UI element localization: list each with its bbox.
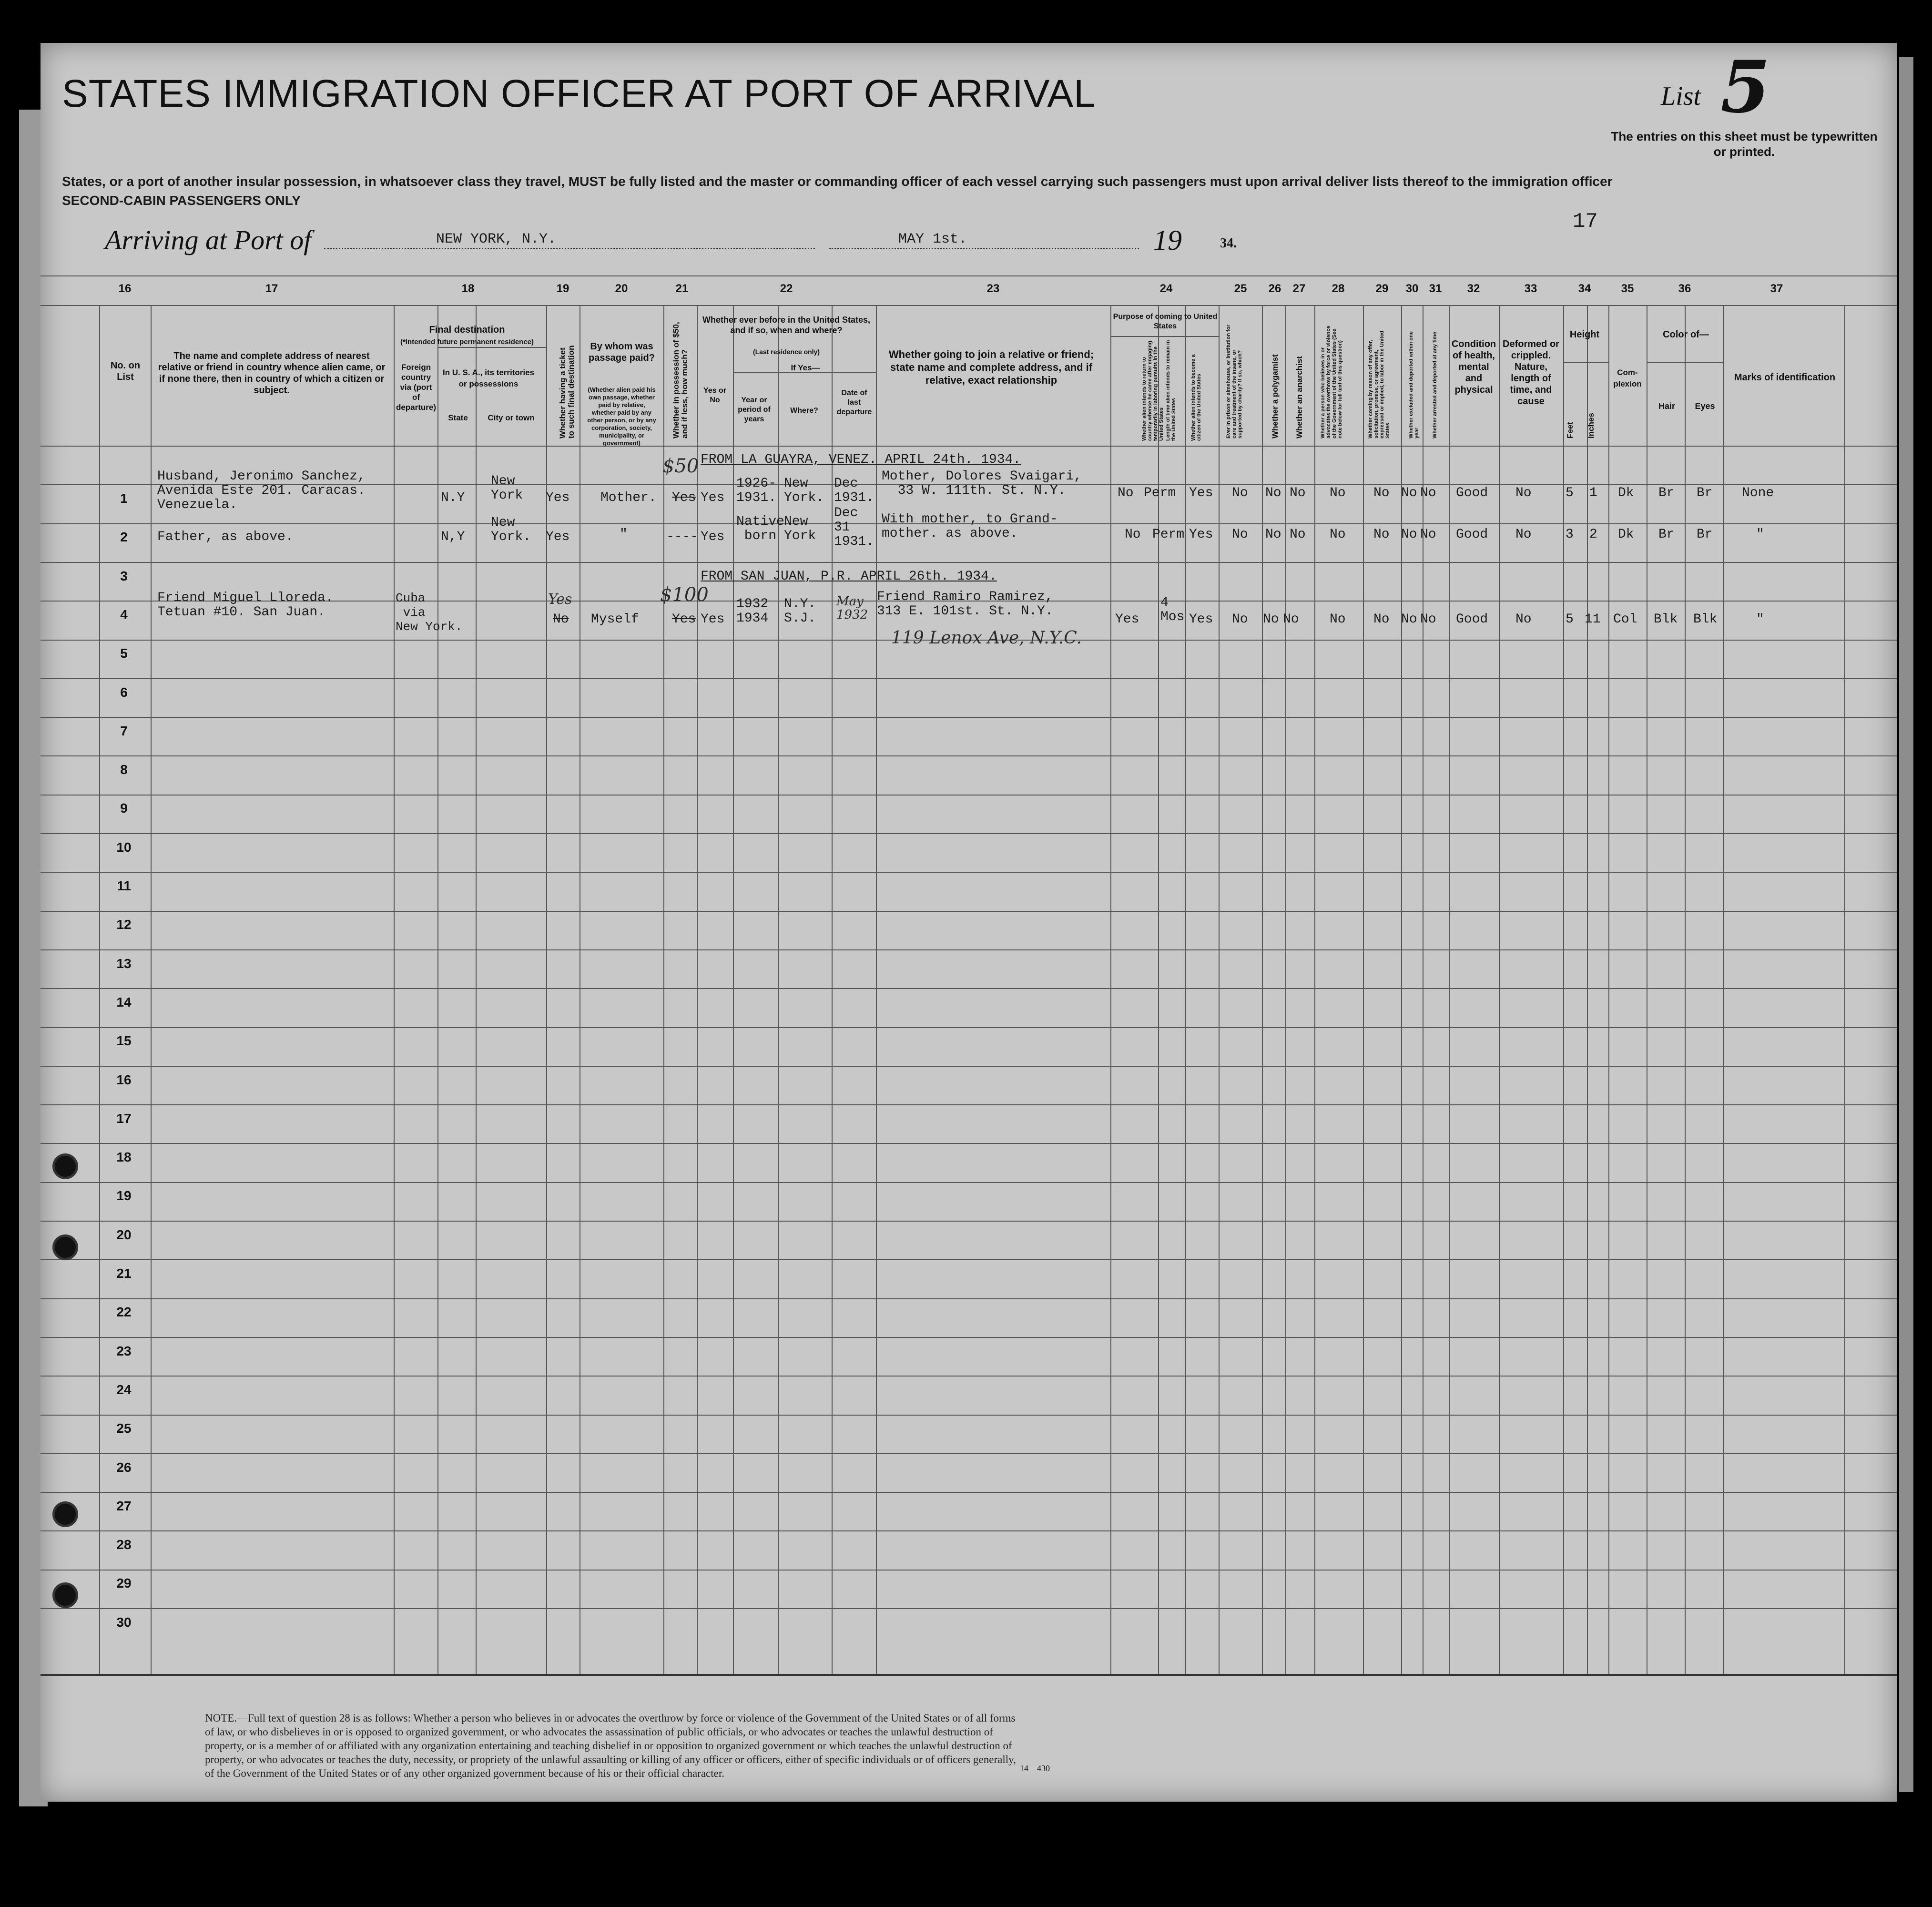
r4-ever: Yes [701,612,725,627]
r2-deformed: No [1515,527,1532,542]
row-number: 16 [116,1072,132,1087]
r2-complexion: Dk [1618,527,1634,542]
grid-vline [1844,305,1845,1674]
heading-date-departure: Date of last departure [836,389,872,416]
r2-inches: 2 [1589,527,1597,542]
grid-hline [41,678,1897,679]
r1-c27: No [1290,486,1306,500]
r1-fifty: Yes [672,490,696,505]
form-number: 14—430 [1020,1764,1050,1773]
r2-departure: Dec 31 1931. [834,506,874,549]
heading-p3: Whether alien intends to become a citizen of the United States [1190,354,1202,441]
grid-hline [41,1337,1897,1338]
r4-inches: 11 [1585,612,1601,627]
row-number: 1 [120,491,128,506]
grid-hline [41,1221,1897,1222]
row-number: 29 [116,1576,132,1591]
r3-voyage-2: FROM SAN JUAN, P.R. APRIL 26th. 1934. [701,569,997,584]
colnum-29: 29 [1375,282,1389,295]
grid-hline [41,1104,1897,1105]
r1-deformed: No [1515,486,1532,500]
hand-r4-ticket: Yes [548,591,572,608]
port-underline [324,248,815,249]
r4-c27: No [1283,612,1299,627]
grid-vline [832,305,833,1674]
row-number: 11 [117,878,131,893]
heading-passage: By whom was passage paid? [589,341,655,363]
grid-hline [41,755,1897,756]
r4-foreign: Cuba via New York. [396,591,463,634]
grid-vline [1158,305,1159,1674]
grid-vline [876,305,877,1674]
r1-p1: No [1118,486,1134,500]
r2-p1: No [1125,527,1141,542]
r2-p3: Yes [1189,527,1213,542]
underlying-page-edge-right [1899,57,1913,1792]
colnum-36: 36 [1678,282,1691,295]
row-number: 17 [116,1111,132,1126]
r2-c31: No [1420,527,1436,542]
list-label: List [1661,82,1701,111]
heading-final-destination: Final destination [429,325,505,335]
grid-vline [394,305,395,1674]
grid-hline [41,1453,1897,1454]
row-number: 12 [116,917,132,932]
grid-vline [437,305,438,1674]
row-number: 6 [120,684,128,700]
r2-fifty: ---- [666,530,699,544]
colnum-27: 27 [1292,282,1306,295]
grid-vline [1587,305,1588,1674]
arrival-port: NEW YORK, N.Y. [436,231,557,247]
grid-vline [697,305,698,1674]
colnum-19: 19 [556,282,569,295]
r1-c29: No [1373,486,1390,500]
r2-c28: No [1330,527,1346,542]
r1-marks: None [1742,486,1774,500]
r1-feet: 5 [1566,486,1574,500]
r1-where: New York. [784,476,824,505]
grid-hline [41,1608,1897,1609]
grid-hline [41,1415,1897,1416]
row-number: 9 [120,801,128,816]
grid-hline [41,1066,1897,1067]
r4-p3: Yes [1189,612,1213,627]
r1-p2: Perm [1144,486,1176,500]
colnum-18: 18 [461,282,475,295]
r4-c28: No [1330,612,1346,627]
heading-c30: Whether excluded and deported within one year [1408,331,1420,439]
subheader-rule [1110,336,1219,337]
heading-passage-note: (Whether alien paid his own passage, whether paid by relative, whether paid by any other person, or by any corporation, society, municipality, or government) [587,386,656,447]
heading-ticket: Whether having a ticket to such final destination [558,345,576,439]
r4-c26: No [1263,612,1279,627]
grid-hline [41,988,1897,989]
r2-hair: Br [1658,527,1675,542]
heading-hair: Hair [1658,401,1675,411]
heading-year-period: Year or period of years [738,396,771,423]
row-number: 14 [116,994,132,1010]
r1-condition: Good [1456,486,1488,500]
row-number: 21 [116,1266,132,1281]
year-prefix: 19 [1153,224,1182,256]
r4-p2: 4 Mos [1160,595,1185,624]
grid-hline [41,1492,1897,1493]
punch-hole [52,1501,78,1527]
r2-where: New York [784,514,816,543]
grid-hline [41,562,1897,563]
r4-condition: Good [1456,612,1488,627]
grid-hline [41,949,1897,950]
grid-hline [41,833,1897,834]
grid-hline [41,1298,1897,1299]
grid-vline [476,305,477,1674]
row-number: 27 [116,1498,132,1513]
row-number: 20 [116,1227,132,1242]
grid-hline [41,717,1897,718]
r2-marks: " [1756,527,1764,542]
heading-deformed: Deformed or crippled. Nature, length of time, and cause [1503,339,1559,407]
grid-vline [1314,305,1315,1674]
heading-c31: Whether arrested and deported at any time [1432,332,1438,439]
colnum-31: 31 [1429,282,1442,295]
colnum-28: 28 [1332,282,1345,295]
colnum-30: 30 [1405,282,1419,295]
grid-vline [1723,305,1724,1674]
r2-p2: Perm [1152,527,1185,542]
hand-r4-address: 119 Lenox Ave, N.Y.C. [891,628,1082,648]
grid-hline [41,305,1897,306]
r4-p1: Yes [1115,612,1139,627]
row-number: 3 [120,568,128,583]
row-number: 5 [120,646,128,661]
r2-relative: Father, as above. [157,530,294,544]
r4-eyes: Blk [1693,612,1718,627]
colnum-23: 23 [986,282,1000,295]
r2-c27: No [1290,527,1306,542]
colnum-20: 20 [615,282,628,295]
grid-vline [733,305,734,1674]
r2-c30: No [1401,527,1417,542]
r1-c26: No [1265,486,1281,500]
punch-hole [52,1234,78,1260]
grid-vline [1499,305,1500,1674]
grid-hline [41,1259,1897,1260]
hand-r4-money: $100 [660,584,709,606]
r1-c30: No [1401,486,1417,500]
r2-ever: Yes [701,530,725,544]
row-number: 15 [116,1033,132,1049]
heading-condition: Condition of health, mental and physical [1451,339,1496,395]
grid-hline [41,872,1897,873]
heading-state: State [448,413,468,422]
row-number: 13 [116,956,132,971]
colnum-17: 17 [265,282,278,295]
grid-vline [1423,305,1424,1674]
r4-where: N.Y. S.J. [784,597,816,626]
entries-note: The entries on this sheet must be typewritten or printed. [1611,129,1878,159]
r1-hair: Br [1658,486,1675,500]
grid-hline [41,1376,1897,1377]
heading-in-usa: In U. S. A., its territories or possessions [442,368,535,388]
grid-vline [151,305,152,1674]
r1-relative: Husband, Jeronimo Sanchez, Avenida Este 201. Caracas. Venezuela. [157,469,366,512]
heading-last-residence: (Last residence only) [752,348,820,356]
r2-years: Native born [736,514,784,543]
sheet-mark: 17 [1573,210,1598,234]
heading-c27: Whether an anarchist [1295,356,1304,439]
row-number: 26 [116,1459,132,1475]
arrival-date: MAY 1st. [898,231,967,247]
grid-hline [41,275,1897,276]
grid-hline [41,1530,1897,1531]
grid-vline [1110,305,1111,1674]
heading-height: Height [1569,329,1600,340]
r1-c25: No [1232,486,1248,500]
heading-c25: Ever in prison or almshouse, or institution for care and treatment of the insane, or supported by charity? If so, which? [1226,325,1243,439]
r2-condition: Good [1456,527,1488,542]
manifest-sheet [41,43,1897,1802]
r1-inches: 1 [1589,486,1597,500]
r2-city: New York. [491,515,531,544]
r1-ticket: Yes [546,490,570,505]
r3-voyage-1: FROM LA GUAYRA, VENEZ. APRIL 24th. 1934. [701,452,1021,467]
row-number: 2 [120,530,128,545]
grid-hline [41,1143,1897,1144]
r1-years: 1926- 1931. [736,476,777,505]
r1-city: New York [491,474,523,503]
heading-color-of: Color of— [1663,329,1709,340]
r2-c26: No [1265,527,1281,542]
r2-paid: " [620,527,628,542]
grid-vline [1401,305,1402,1674]
heading-c28: Whether a person who believes in or advocates the overthrow by force or violence of the Government of the United States (See note below for full text of this question) [1320,326,1343,439]
heading-c26: Whether a polygamist [1271,354,1280,439]
r1-joining: Mother, Dolores Svaigari, 33 W. 111th. St. N.Y. [882,469,1082,498]
heading-yes-no: Yes or No [703,387,727,404]
r4-feet: 5 [1566,612,1574,627]
r4-c25: No [1232,612,1248,627]
r4-c29: No [1373,612,1390,627]
r4-joining: Friend Ramiro Ramirez, 313 E. 101st. St. N.Y. [877,590,1053,619]
r2-joining: With mother, to Grand- mother. as above. [882,512,1058,541]
r4-fifty: Yes [672,612,696,627]
heading-c29: Whether coming by reason of any offer, solicitation, promise, or agreement, expressed or implied, to labor in the United States [1368,330,1391,439]
r1-c28: No [1330,486,1346,500]
heading-ever-before: Whether ever before in the United States, and if so, when and where? [702,315,871,335]
r2-feet: 3 [1566,527,1574,542]
r4-deformed: No [1515,612,1532,627]
grid-vline [1285,305,1286,1674]
punch-hole [52,1582,78,1608]
heading-p2: Length of time alien intends to remain in the United States [1165,340,1177,441]
heading-purpose: Purpose of coming to United States [1113,313,1218,330]
colnum-21: 21 [675,282,689,295]
heading-marks: Marks of identification [1734,372,1836,383]
r1-departure: Dec 1931. [834,476,874,505]
row-number: 19 [116,1188,132,1203]
r1-state: N.Y [441,490,465,505]
colnum-25: 25 [1234,282,1247,295]
r2-c29: No [1373,527,1390,542]
subheader-rule [1647,362,1723,363]
heading-intended: (*Intended future permanent residence) [400,338,534,346]
heading-eyes: Eyes [1695,401,1715,411]
grid-vline [1449,305,1450,1674]
grid-vline [1219,305,1220,1674]
r4-marks: " [1756,612,1764,627]
r1-p3: Yes [1189,486,1213,500]
colnum-16: 16 [118,282,132,295]
r2-c25: No [1232,527,1248,542]
heading-inches: Inches [1586,413,1596,439]
colnum-32: 32 [1467,282,1480,295]
heading-if-yes: If Yes— [791,363,820,372]
heading-city: City or town [488,413,535,422]
r1-ever: Yes [701,490,725,505]
arriving-label: Arriving at Port of [105,224,312,255]
row-number: 23 [116,1343,132,1358]
colnum-34: 34 [1578,282,1591,295]
grid-vline [1608,305,1609,1674]
heading-foreign-country: Foreign country via (port of departure) [396,363,437,412]
punch-hole [52,1153,78,1179]
r1-complexion: Dk [1618,486,1634,500]
heading-joining: Whether going to join a relative or friend; state name and complete address, and if relative, exact relationship [888,348,1094,386]
grid-hline [41,446,1897,447]
r1-eyes: Br [1697,486,1713,500]
r4-c31: No [1420,612,1436,627]
heading-p1: Whether alien intends to return to country whence he came after engaging temporarily in laboring pursuits in the United States [1141,341,1164,441]
r4-relative: Friend Miguel Lloreda. Tetuan #10. San Juan. [157,591,334,620]
grid-hline [41,1182,1897,1183]
heading-feet: Feet [1566,422,1575,439]
row-number: 24 [116,1382,132,1397]
row-number: 18 [116,1150,132,1165]
r2-eyes: Br [1697,527,1713,542]
heading-complexion: Com-plexion [1613,368,1642,388]
r4-ticket: No [553,612,569,627]
row-number: 4 [120,607,128,622]
grid-vline [546,305,547,1674]
subheader-rule [1563,362,1608,363]
heading-fifty: Whether in possession of $50, and if less, how much? [671,322,689,439]
heading-relative: The name and complete address of nearest relative or friend in country whence alien came, or if none there, then in country of which a citizen or subject. [158,351,386,396]
row-number: 28 [116,1537,132,1552]
colnum-35: 35 [1621,282,1634,295]
date-underline [829,248,1139,249]
footnote-question-28: NOTE.—Full text of question 28 is as follows: Whether a person who believes in or advocates the overthrow by force or violence of the Government of the United States or of all forms of law, or who disbelieves in or is opposed to organized government, or who advocates the assassination of public officials, or who advocates or teaches the unlawful destruction of property, or is a member of or affiliated with any organization entertaining and teaching disbelief in or opposition to organized government or which teaches the unlawful destruction of property, or who advocates or teaches the duty, necessity, or propriety of the unlawful assaulting or killing of any officer or officers, either of specific individuals or of officers generally, of the Government of the United States or of any other organized government because of his or their official character. [205,1712,1016,1779]
grid-vline [778,305,779,1674]
colnum-24: 24 [1159,282,1173,295]
grid-vline [663,305,664,1674]
row-number: 7 [120,723,128,738]
page-title: STATES IMMIGRATION OFFICER AT PORT OF ARRIVAL [62,72,1096,115]
list-number: 5 [1720,45,1770,129]
colnum-37: 37 [1770,282,1783,295]
r4-complexion: Col [1613,612,1637,627]
grid-vline [1262,305,1263,1674]
grid-vline [1185,305,1186,1674]
colnum-22: 22 [780,282,793,295]
passenger-class: SECOND-CABIN PASSENGERS ONLY [62,193,301,208]
grid-vline [1685,305,1686,1674]
heading-where: Where? [790,407,818,415]
grid-hline [41,911,1897,912]
r4-paid: Myself [591,612,639,627]
row-number: 10 [116,839,132,855]
colnum-33: 33 [1524,282,1537,295]
grid-vline [1363,305,1364,1674]
subtitle: States, or a port of another insular possession, in whatsoever class they travel, MUST be fully listed and the master or commanding officer of each vessel carrying such passengers must upon arrival deliver lists thereof to the immigration officer [62,174,1613,189]
grid-hline [41,1674,1897,1676]
r2-ticket: Yes [546,530,570,544]
row-number: 25 [116,1421,132,1436]
grid-hline [41,1027,1897,1028]
r4-c30: No [1401,612,1417,627]
heading-no-on-list: No. on List [110,360,141,382]
hand-r1-money: $50 [662,455,699,477]
grid-vline [1563,305,1564,1674]
r4-years: 1932 1934 [736,597,769,626]
r1-paid: Mother. [600,490,657,505]
r2-state: N,Y [441,530,465,544]
r1-c31: No [1420,486,1436,500]
row-number: 8 [120,762,128,777]
row-number: 30 [116,1614,132,1630]
year-suffix: 34. [1220,236,1237,251]
r4-hair: Blk [1654,612,1678,627]
hand-r4-departure: May 1932 [836,594,868,622]
row-number: 22 [116,1305,132,1320]
colnum-26: 26 [1268,282,1281,295]
